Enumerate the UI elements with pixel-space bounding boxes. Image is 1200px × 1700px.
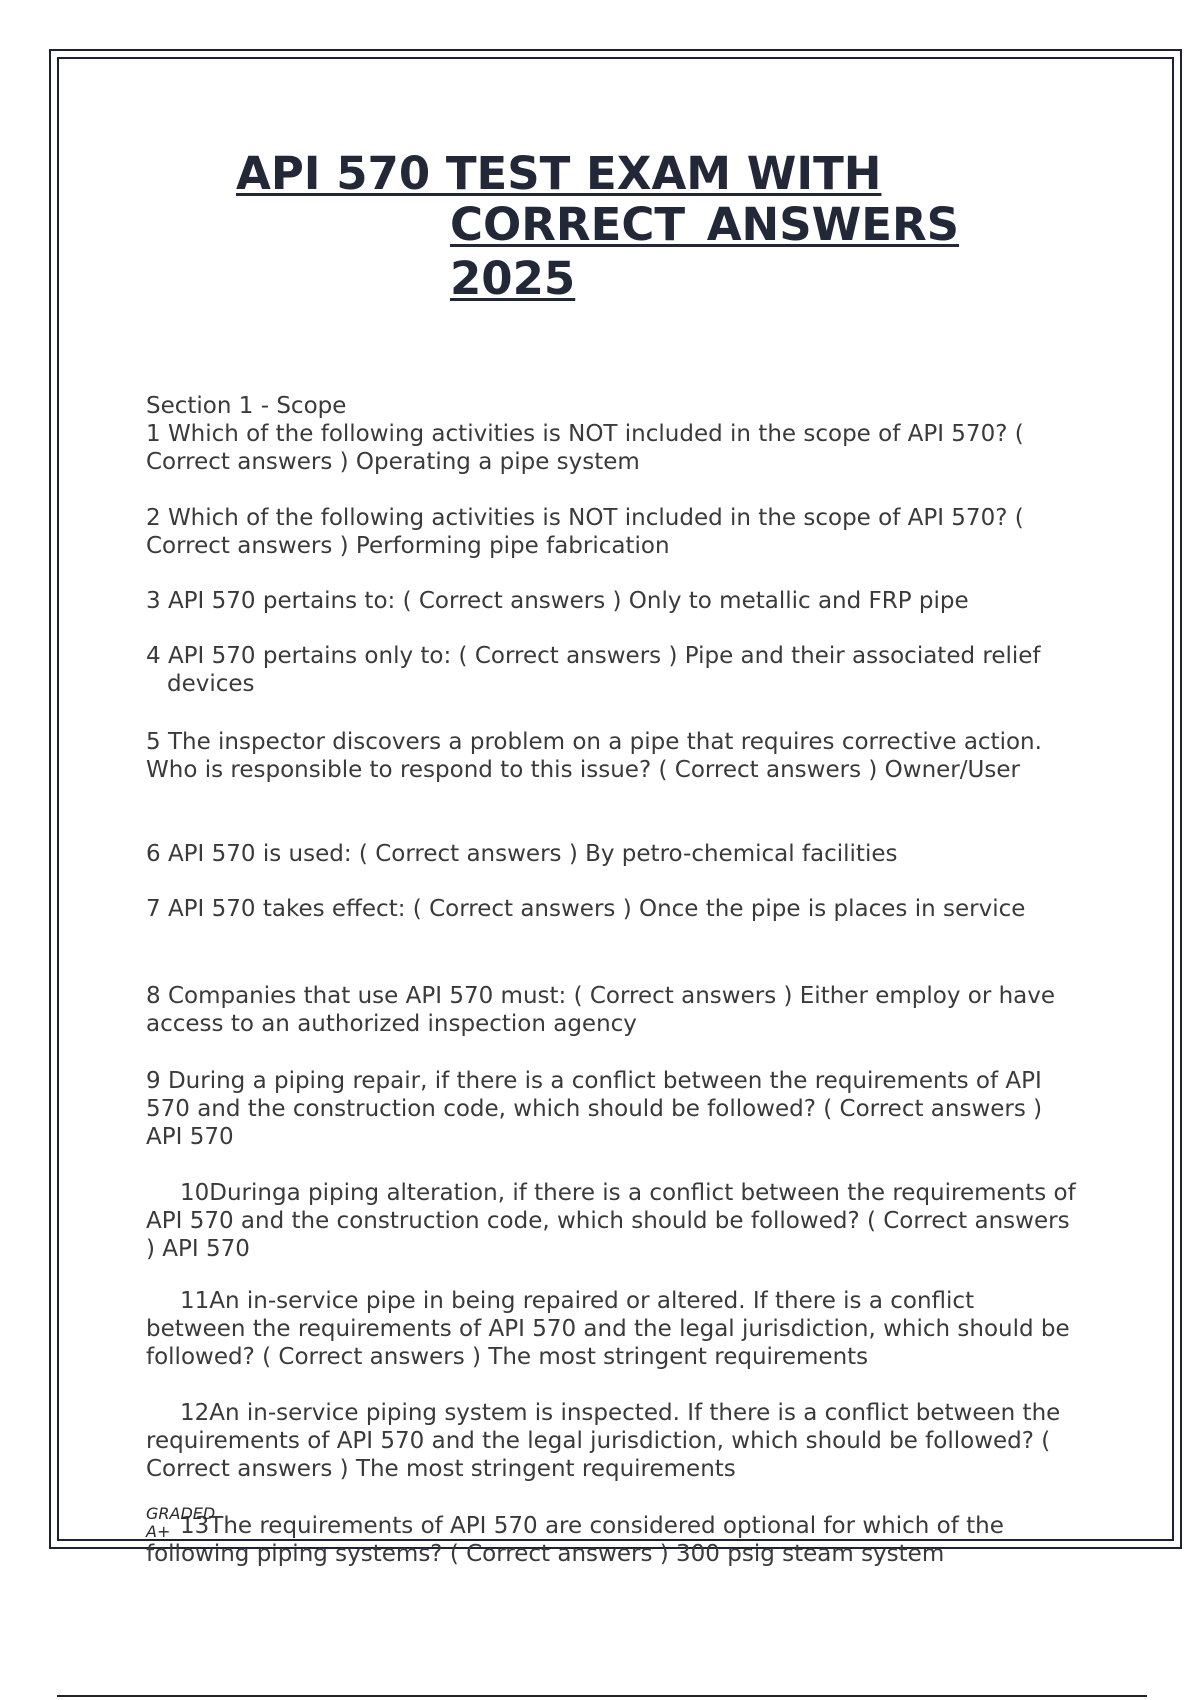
question-2: 2 Which of the following activities is NOT included in the scope of API 570? ( Correct answers ) Performing pipe fabrication bbox=[146, 505, 1024, 559]
question-5: 5 The inspector discovers a problem on a pipe that requires corrective action. Who is responsible to respond to this issue? ( Correct answers ) Owner/User bbox=[146, 729, 1042, 783]
document-title-line-1: API 570 TEST EXAM WITH bbox=[236, 147, 882, 200]
question-7: 7 API 570 takes effect: ( Correct answers ) Once the pipe is places in service bbox=[146, 896, 1026, 922]
question-6: 6 API 570 is used: ( Correct answers ) By petro-chemical facilities bbox=[146, 841, 898, 867]
question-10: 10Duringa piping alteration, if there is a conflict between the requirements of API 570 and the construction code, which should be followed? ( Correct answers ) API 570 bbox=[146, 1180, 1076, 1262]
document-title-line-2: CORRECT ANSWERS bbox=[450, 198, 960, 251]
section-heading: Section 1 - Scope bbox=[146, 393, 347, 419]
question-9: 9 During a piping repair, if there is a conflict between the requirements of API 570 and the construction code, which should be followed? ( Correct answers ) API 570 bbox=[146, 1068, 1043, 1150]
question-11: 11An in-service pipe in being repaired or altered. If there is a conflict between the requirements of API 570 and the legal jurisdiction, which should be followed? ( Correct answers ) The most stringent requirements bbox=[146, 1288, 1070, 1370]
question-1: 1 Which of the following activities is NOT included in the scope of API 570? ( Correct answers ) Operating a pipe system bbox=[146, 421, 1024, 475]
graded-mark: GRADED A+ bbox=[146, 1504, 216, 1541]
question-8: 8 Companies that use API 570 must: ( Correct answers ) Either employ or have access to an authorized inspection agency bbox=[146, 983, 1056, 1037]
question-3: 3 API 570 pertains to: ( Correct answers ) Only to metallic and FRP pipe bbox=[146, 588, 969, 614]
footer-divider bbox=[57, 1695, 1147, 1697]
question-12: 12An in-service piping system is inspected. If there is a conflict between the requirements of API 570 and the legal jurisdiction, which should be followed? ( Correct answers ) The most stringent requirements bbox=[146, 1400, 1061, 1482]
document-title-line-3: 2025 bbox=[450, 252, 576, 305]
question-13: 13The requirements of API 570 are considered optional for which of the following piping systems? ( Correct answers ) 300 psig steam system bbox=[146, 1513, 1004, 1567]
question-4: 4 API 570 pertains only to: ( Correct answers ) Pipe and their associated relief devices bbox=[146, 643, 1041, 697]
